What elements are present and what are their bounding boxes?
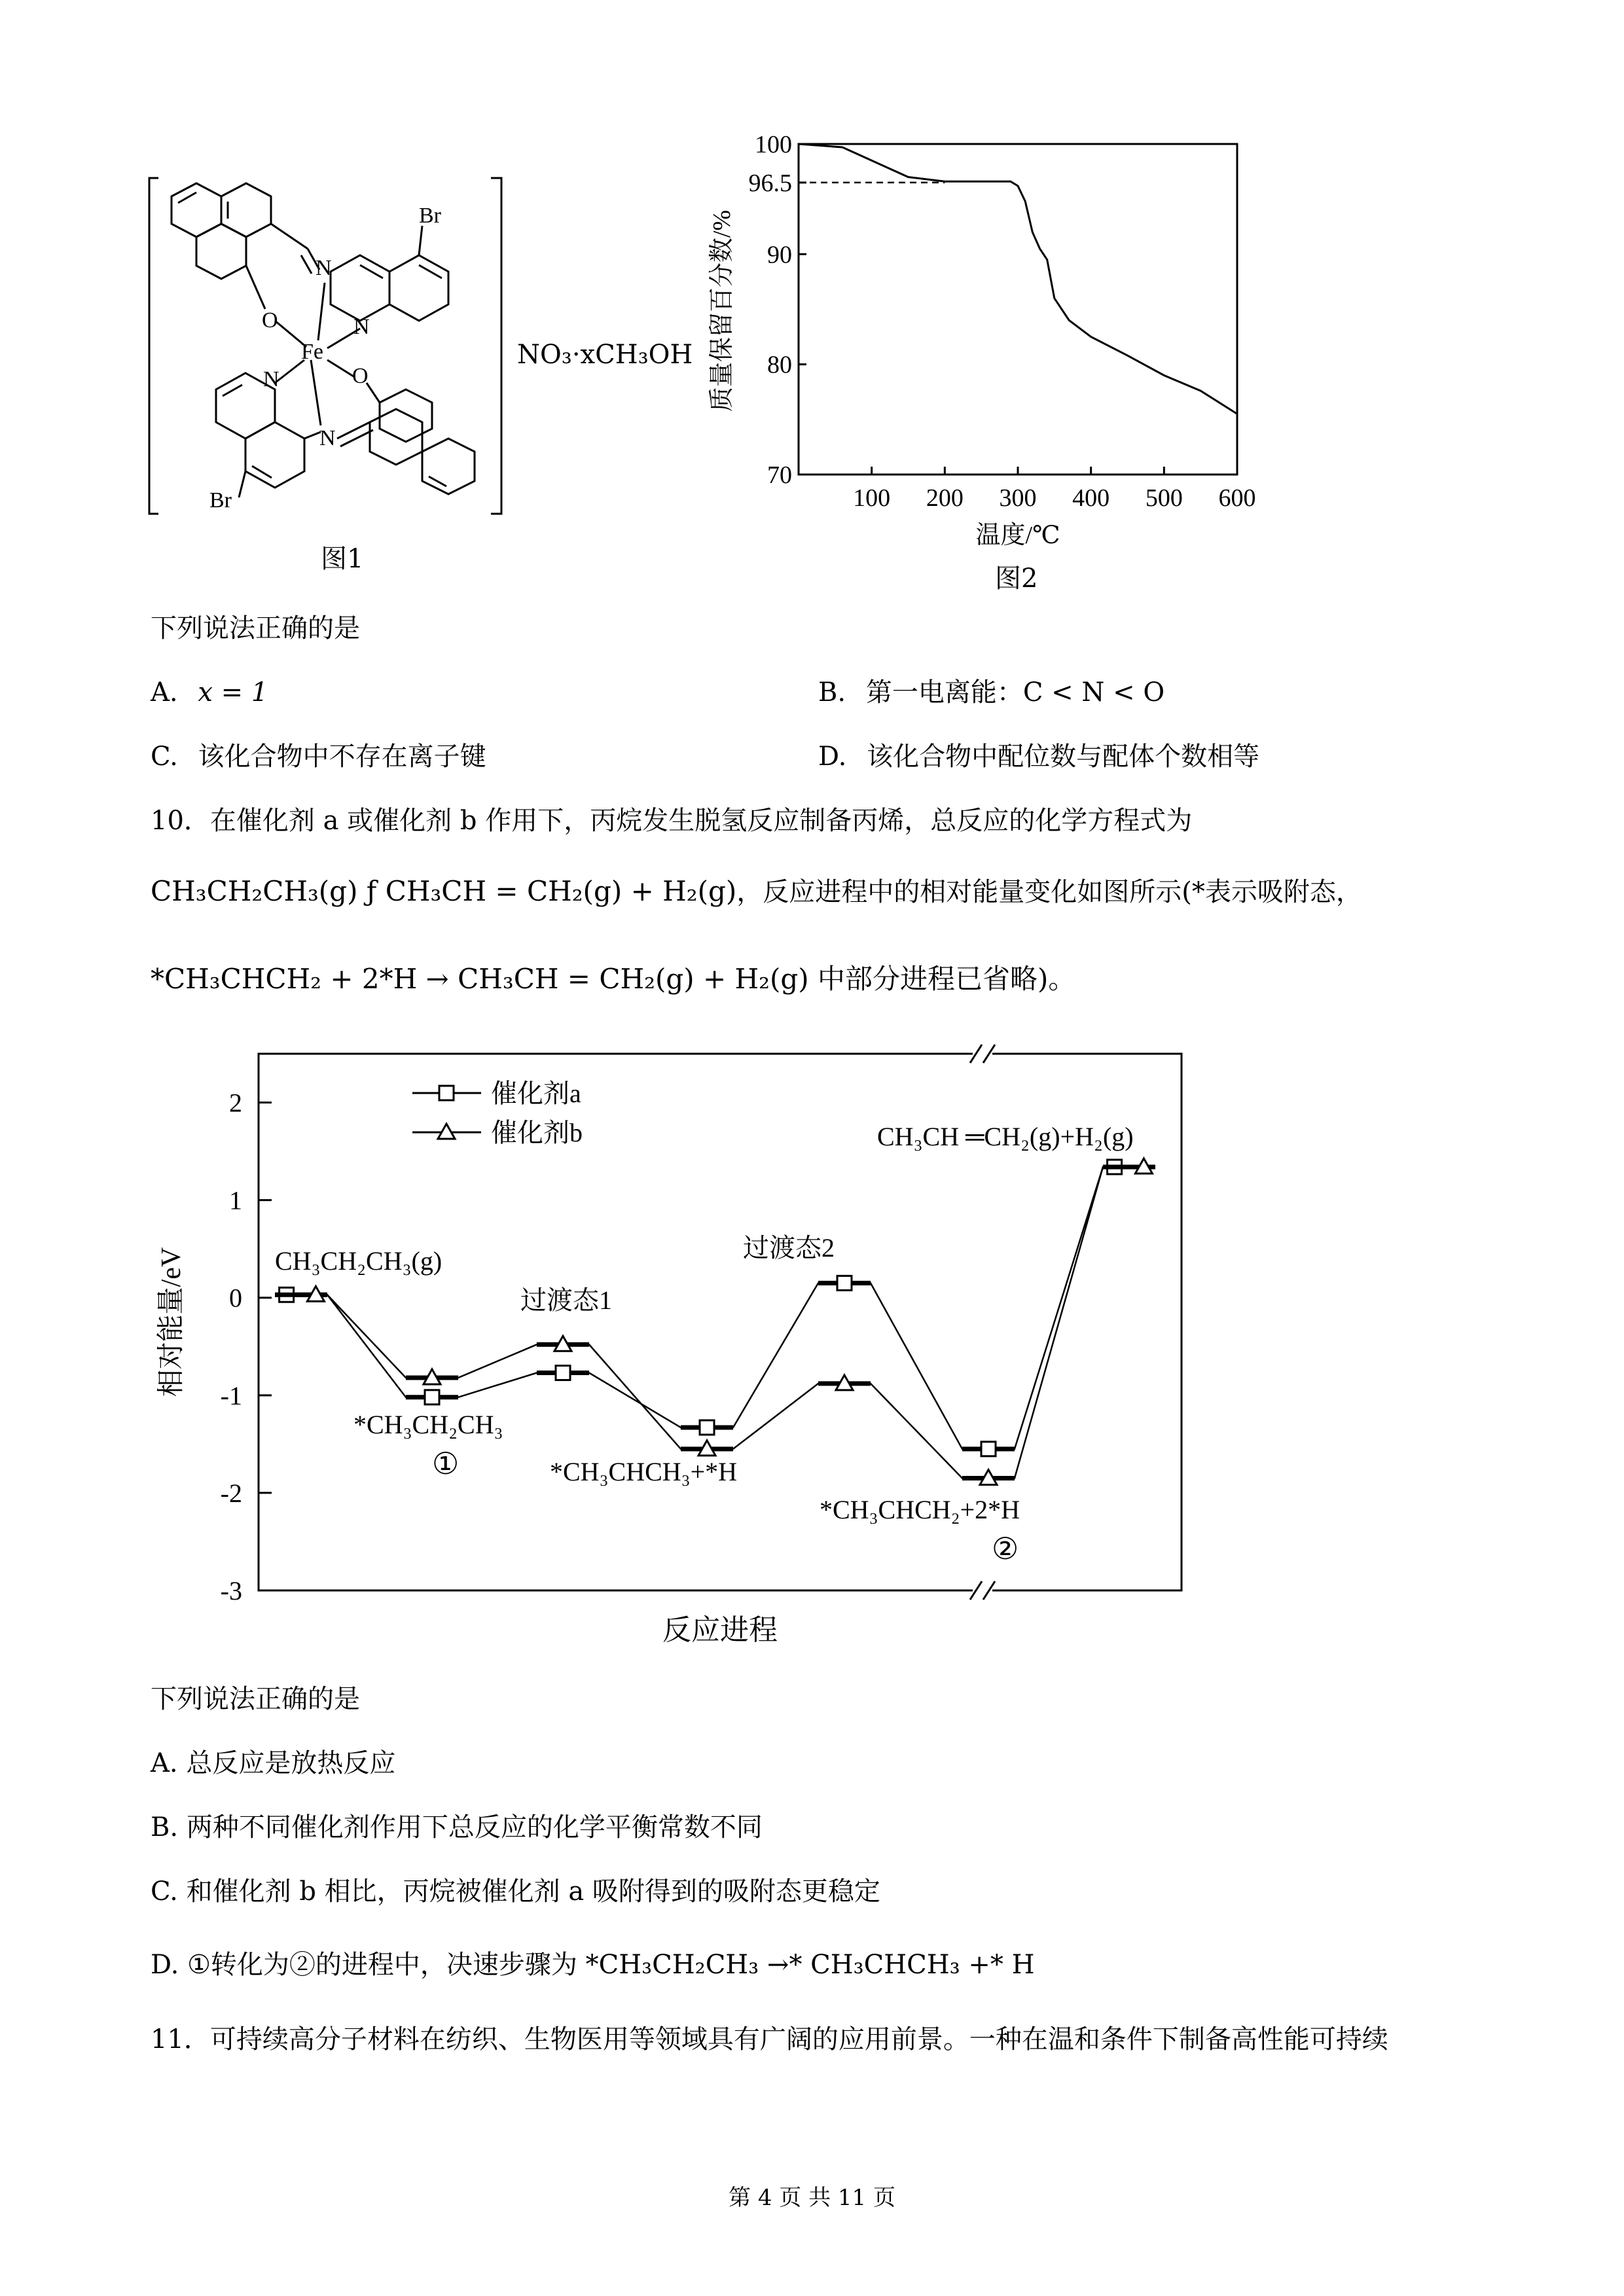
tga-curve — [799, 144, 1237, 414]
atom-O-top: O — [262, 308, 278, 332]
energy-diagram — [144, 1041, 1204, 1662]
q10-line3: *CH₃CHCH₂ + 2*H → CH₃CH = CH₂(g) + H₂(g) 中部分进程已省略)。 — [151, 963, 1076, 995]
atom-N-ring-top: N — [353, 315, 370, 339]
option-letter: C. — [151, 742, 178, 772]
option-letter: D. — [818, 742, 847, 772]
x-tick-label: 100 — [853, 484, 891, 512]
legend-label-a: 催化剂a — [491, 1079, 581, 1108]
q10-equation-tail: ，反应进程中的相对能量变化如图所示(*表示吸附态， — [736, 877, 1362, 907]
x-tick-label: 200 — [926, 484, 964, 512]
label-ads1: *CH₃CH₂CH₃ — [353, 1410, 503, 1439]
page-footer: 第 4 页 共 11 页 — [729, 2185, 895, 2211]
plot-frame — [799, 144, 1237, 475]
square-marker — [837, 1276, 852, 1290]
q10-equation: CH₃CH₂CH₃(g) ƒ CH₃CH = CH₂(g) + H₂(g) — [151, 875, 737, 907]
y-tick-label: -2 — [220, 1478, 242, 1508]
energy-ylabel: 相对能量/eV — [156, 1247, 187, 1397]
atom-N-imine-bottom: N — [319, 426, 336, 450]
y-tick-label: 2 — [229, 1088, 242, 1118]
label-ts1: 过渡态1 — [520, 1285, 612, 1315]
q10-option-c[interactable]: C. 和催化剂 b 相比，丙烷被催化剂 a 吸附得到的吸附态更稳定 — [151, 1876, 880, 1907]
label-start: CH₃CH₂CH₃(g) — [275, 1246, 442, 1276]
q10-line2 — [151, 874, 1362, 909]
y-tick-label: 80 — [767, 351, 792, 379]
formula-suffix: NO₃·xCH₃OH — [517, 340, 693, 370]
x-tick-label: 300 — [999, 484, 1037, 512]
q10-option-d[interactable]: D. ①转化为②的进程中，决速步骤为 *CH₃CH₂CH₃ →* CH₃CHCH₃ +* H — [151, 1950, 1035, 1980]
series-line — [275, 1167, 1155, 1449]
option-text: x = 1 — [198, 677, 268, 708]
atom-N-imine-top: N — [316, 256, 332, 280]
label-ads2: *CH₃CHCH₃+*H — [550, 1457, 738, 1486]
legend-square-marker — [439, 1086, 454, 1100]
atom-N-ring-bottom: N — [263, 367, 280, 391]
energy-xlabel: 反应进程 — [662, 1614, 778, 1646]
option-text: 该化合物中配位数与配体个数相等 — [867, 742, 1260, 772]
square-marker — [425, 1390, 439, 1405]
figure1-caption: 图1 — [321, 544, 364, 574]
option-letter: A. — [151, 677, 178, 708]
x-tick-label: 400 — [1072, 484, 1110, 512]
option-text: 第一电离能：C < N < O — [865, 677, 1165, 708]
y-tick-label: 70 — [767, 461, 792, 489]
label-end: CH₃CH ═CH₂(g)+H₂(g) — [877, 1122, 1134, 1151]
q9-option-a[interactable] — [151, 675, 268, 709]
y-tick-label: -3 — [220, 1576, 242, 1605]
y-tick-label: 90 — [767, 241, 792, 269]
label-mark2: ② — [992, 1532, 1019, 1566]
q9-option-c[interactable] — [151, 740, 486, 774]
x-tick-label: 600 — [1218, 484, 1256, 512]
q10-option-b[interactable]: B. 两种不同催化剂作用下总反应的化学平衡常数不同 — [151, 1812, 763, 1842]
atom-Br-bottom: Br — [209, 488, 232, 512]
square-marker — [981, 1442, 996, 1456]
q11-line1: 11．可持续高分子材料在纺织、生物医用等领域具有广阔的应用前景。一种在温和条件下制备高性能可持续 — [151, 2024, 1388, 2054]
y-tick-label: 1 — [229, 1185, 242, 1215]
y-tick-label: 0 — [229, 1283, 242, 1313]
atom-Br-top: Br — [419, 204, 441, 228]
tga-xlabel: 温度/℃ — [975, 522, 1060, 549]
option-letter: B. — [818, 677, 846, 708]
q10-option-a[interactable]: A. 总反应是放热反应 — [151, 1748, 396, 1778]
label-ts2: 过渡态2 — [743, 1233, 835, 1263]
axis-break-bottom — [970, 1581, 995, 1600]
q9-prompt: 下列说法正确的是 — [151, 613, 360, 643]
atom-Fe: Fe — [301, 340, 323, 364]
legend — [412, 1079, 583, 1147]
atom-O-bottom: O — [352, 364, 369, 388]
q9-option-b[interactable] — [818, 675, 1164, 709]
axis-break-top — [970, 1045, 995, 1063]
y-tick-label: 100 — [755, 131, 792, 158]
label-mark1: ① — [432, 1447, 460, 1480]
q10-line1: 10．在催化剂 a 或催化剂 b 作用下，丙烷发生脱氢反应制备丙烯，总反应的化学方程式为 — [151, 806, 1193, 836]
x-tick-label: 500 — [1145, 484, 1183, 512]
figure2-caption: 图2 — [995, 564, 1038, 594]
y-tick-label: 96.5 — [748, 169, 792, 197]
q10-prompt: 下列说法正确的是 — [151, 1684, 360, 1714]
q9-option-d[interactable] — [818, 740, 1259, 774]
y-tick-label: -1 — [220, 1380, 242, 1410]
square-marker — [556, 1366, 570, 1380]
label-ads3: *CH₃CHCH₂+2*H — [820, 1495, 1020, 1524]
option-text: 该化合物中不存在离子键 — [198, 742, 486, 772]
legend-label-b: 催化剂b — [491, 1118, 583, 1147]
figure2-chart — [700, 124, 1290, 569]
tga-ylabel: 质量保留百分数/% — [708, 209, 736, 412]
square-marker — [700, 1420, 714, 1435]
